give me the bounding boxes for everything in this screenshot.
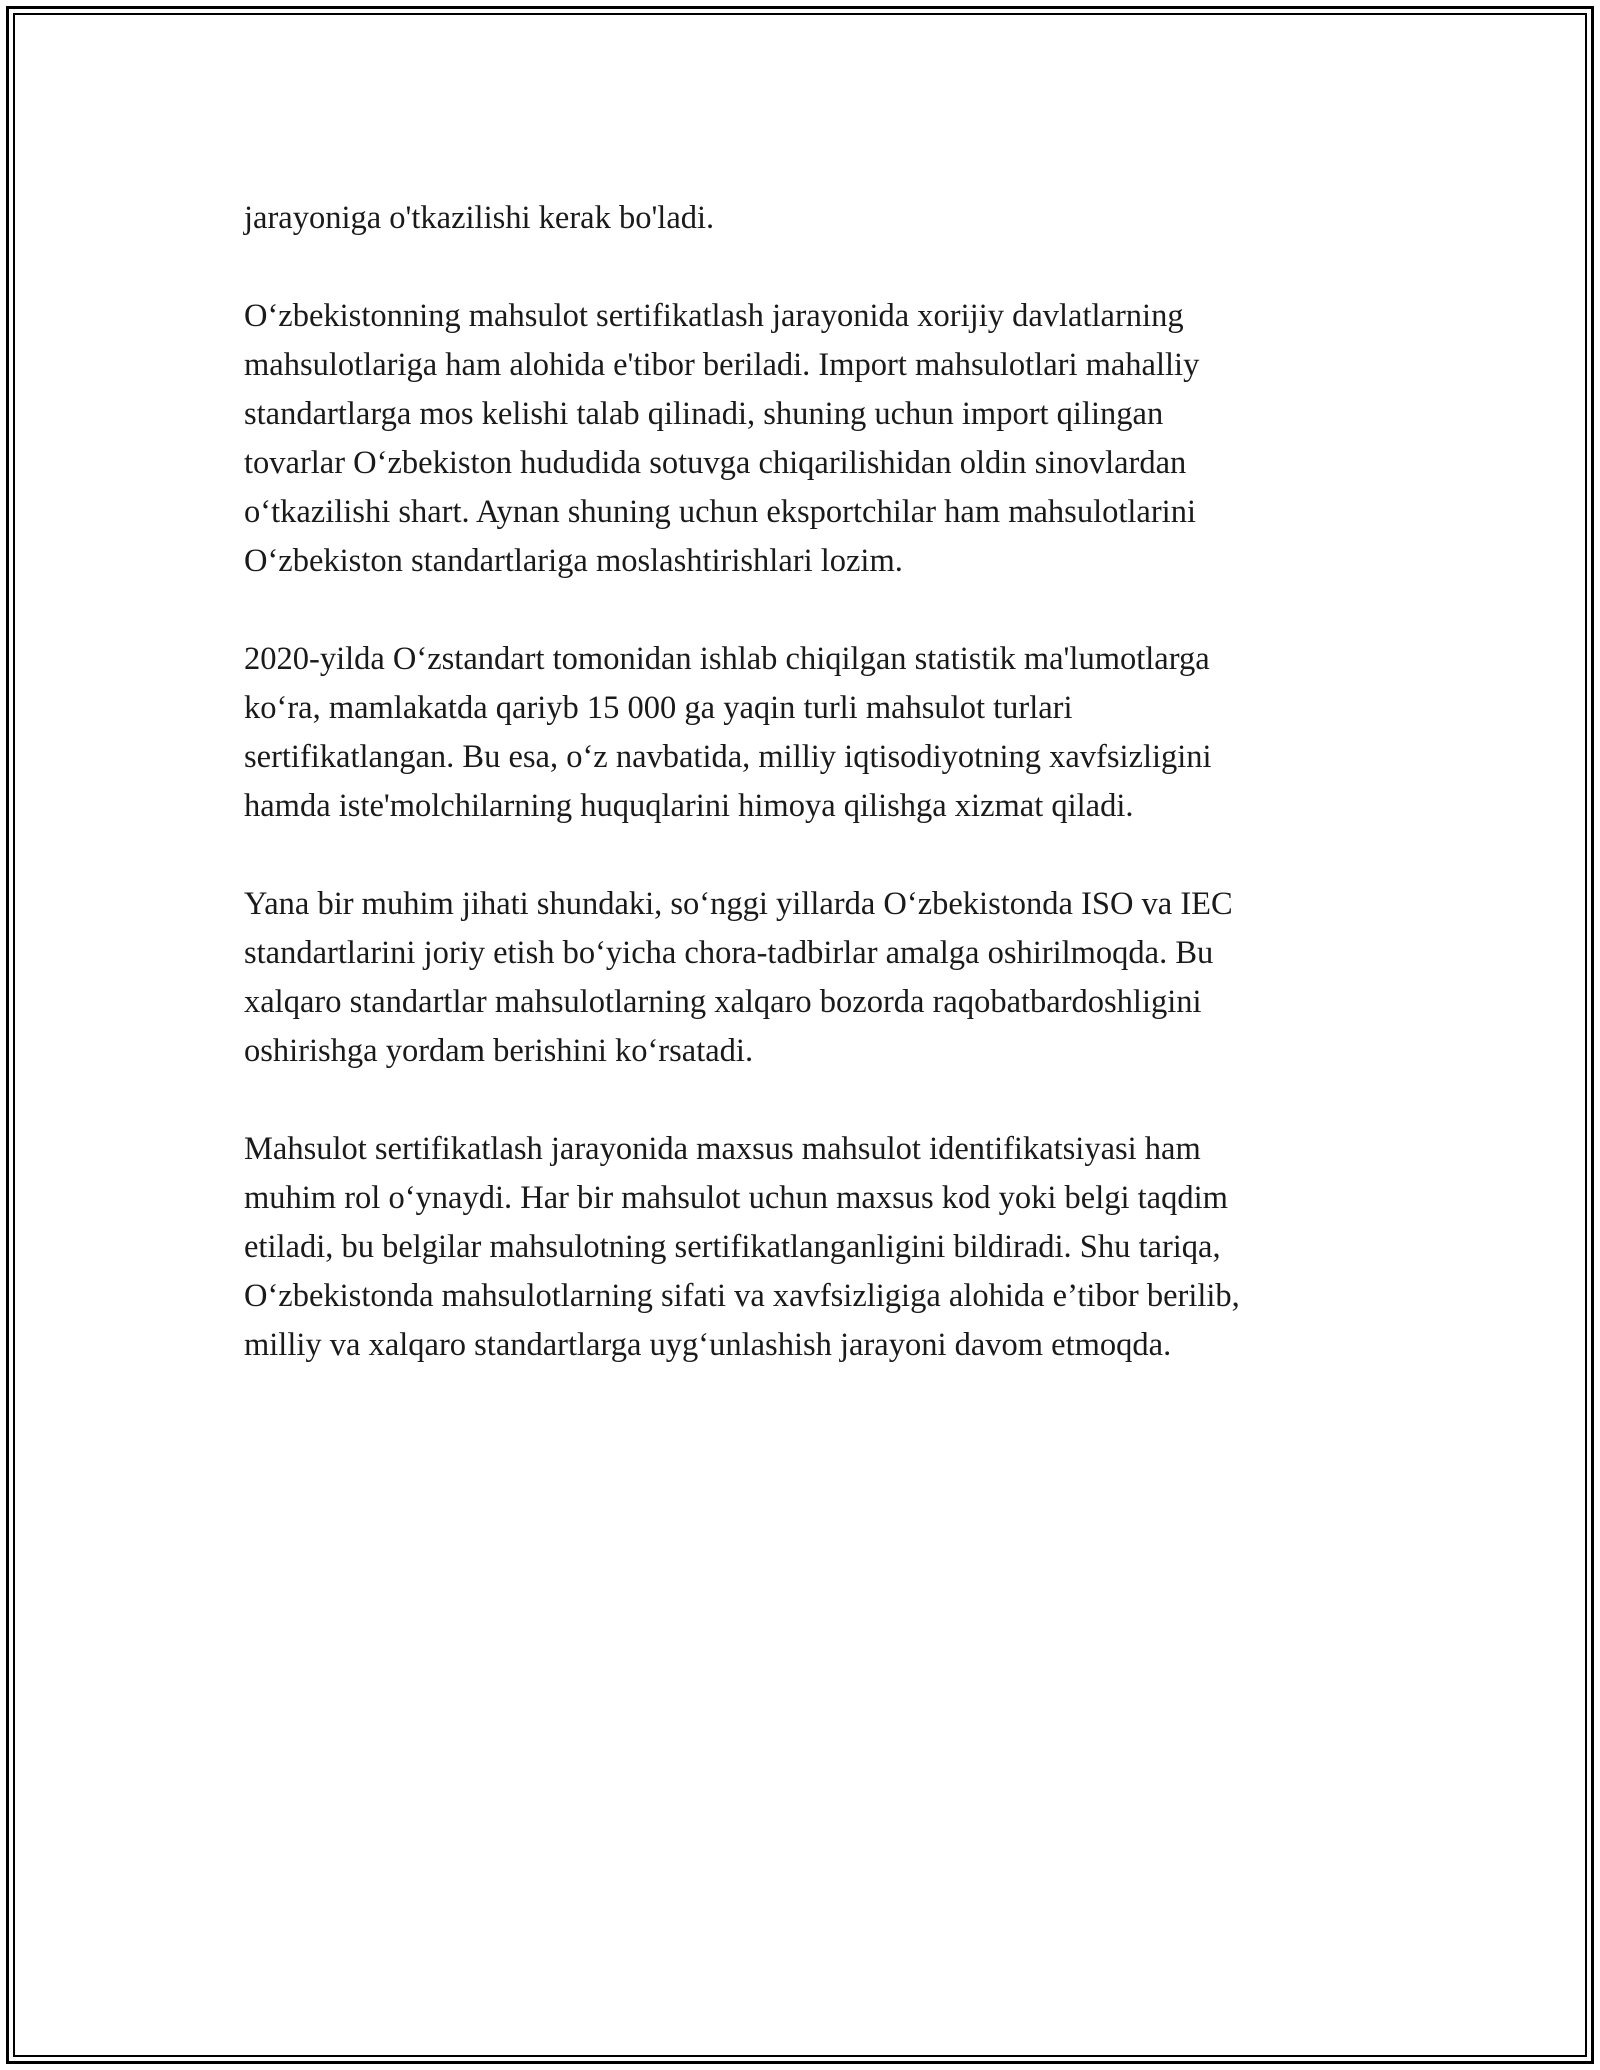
paragraph-5: Mahsulot sertifikatlash jarayonida maxsus mahsulot identifikatsiyasi ham muhim rol o‘ynaydi. Har bir mahsulot uchun maxsus kod yoki belgi taqdim etiladi, bu belgilar mahsulotning sertifikatlanganligini bildiradi. Shu tariqa, O‘zbekistonda mahsulotlarning sifati va xavfsizligiga alohida e’tibor berilib, milliy va xalqaro standartlarga uyg‘unlashish jarayoni davom etmoqda.: [244, 1131, 1240, 1363]
paragraph-1: jarayoniga o'tkazilishi kerak bo'ladi.: [244, 200, 715, 236]
page-body: [244, 194, 1384, 1419]
page-frame: [6, 6, 1594, 2064]
paragraph-4: Yana bir muhim jihati shundaki, so‘nggi yillarda O‘zbekistonda ISO va IEC standartlarini joriy etish bo‘yicha chora-tadbirlar amalga oshirilmoqda. Bu xalqaro standartlar mahsulotlarning xalqaro bozorda raqobatbardoshligini oshirishga yordam berishini ko‘rsatadi.: [244, 886, 1233, 1069]
paragraph-3: 2020-yilda O‘zstandart tomonidan ishlab chiqilgan statistik ma'lumotlarga ko‘ra, mamlakatda qariyb 15 000 ga yaqin turli mahsulot turlari sertifikatlangan. Bu esa, o‘z navbatida, milliy iqtisodiyotning xavfsizligini hamda iste'molchilarning huquqlarini himoya qilishga xizmat qiladi.: [244, 641, 1212, 824]
paragraph-2: O‘zbekistonning mahsulot sertifikatlash jarayonida xorijiy davlatlarning mahsulotlariga ham alohida e'tibor beriladi. Import mahsulotlari mahalliy standartlarga mos kelishi talab qilinadi, shuning uchun import qilingan tovarlar O‘zbekiston hududida sotuvga chiqarilishidan oldin sinovlardan o‘tkazilishi shart. Aynan shuning uchun eksportchilar ham mahsulotlarini O‘zbekiston standartlariga moslashtirishlari lozim.: [244, 298, 1200, 579]
